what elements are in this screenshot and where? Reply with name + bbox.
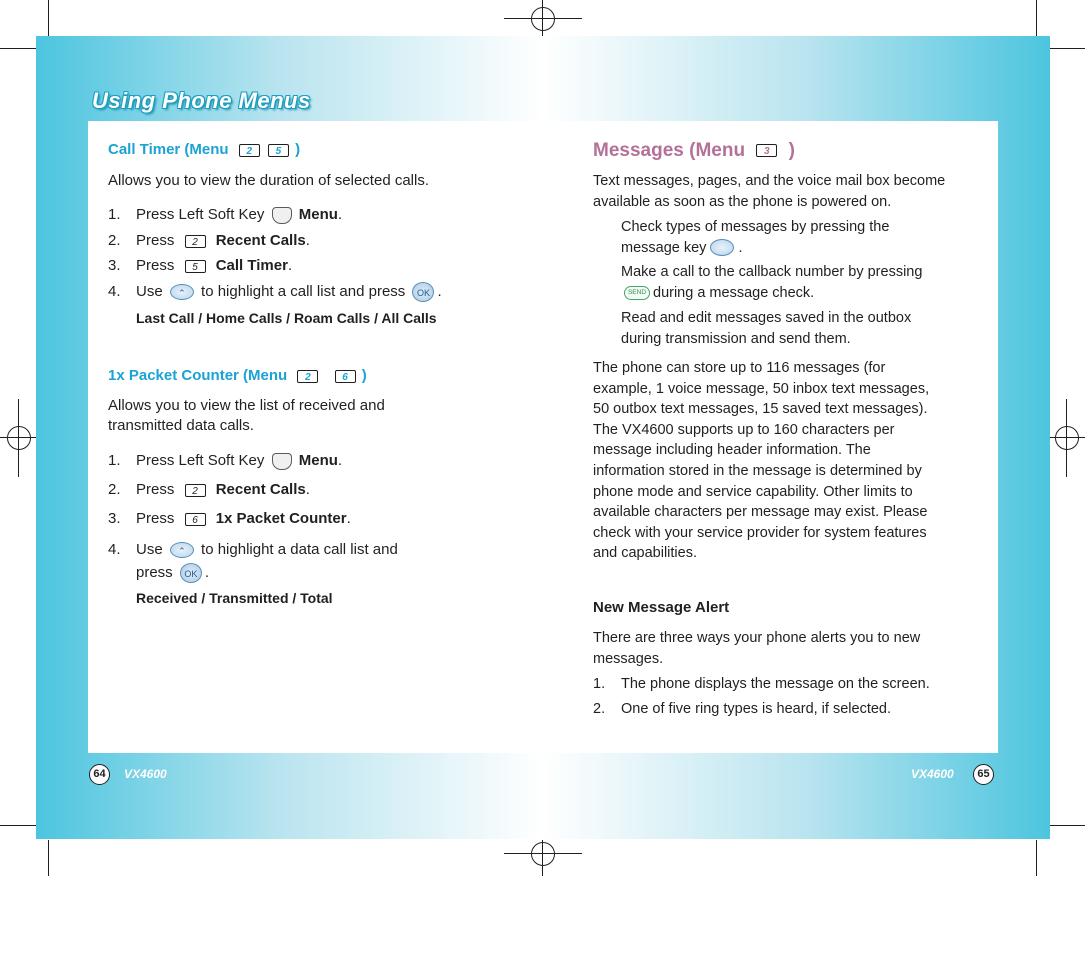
packet-counter-intro: Allows you to view the list of received and transmitted data calls. [108,397,385,434]
page-number-left: 64 [89,764,110,785]
message-key-icon [710,239,734,256]
list-item: 1. Press Left Soft Key Menu. [108,452,343,469]
navigation-key-icon [170,284,194,300]
list-item: 1. Press Left Soft Key Menu. [108,206,343,223]
crop-mark [48,840,49,876]
crop-mark [0,825,36,826]
packet-counter-options: Received / Transmitted / Total [136,590,333,606]
call-timer-heading: Call Timer (Menu 2 5 ) [108,141,301,158]
page-title: Using Phone Menus [92,88,311,113]
ok-key-icon: OK [412,282,434,302]
key-5-icon: 5 [268,144,289,157]
key-3-icon: 3 [756,144,777,157]
list-item: 2. Press 2 Recent Calls. [108,232,310,249]
registration-mark [7,426,31,450]
key-2-icon: 2 [185,235,206,248]
list-item: 3. Press 5 Call Timer. [108,257,293,274]
crop-mark [1036,0,1037,36]
left-soft-key-icon [272,207,292,224]
navigation-key-icon [170,542,194,558]
key-6-icon: 6 [185,513,206,526]
key-2-icon: 2 [185,484,206,497]
model-name-left: VX4600 [124,767,167,781]
new-message-alert-intro: There are three ways your phone alerts you to new messages. [593,630,921,667]
registration-mark [1055,426,1079,450]
list-item: 2. Press 2 Recent Calls. [108,481,310,498]
crop-mark [1049,48,1085,49]
packet-counter-heading: 1x Packet Counter (Menu 2 6 ) [108,367,367,384]
registration-mark [531,7,555,31]
list-item: Read and edit messages saved in the outbox during transmission and send them. [621,310,912,347]
list-item: 4. Use ⌃ to highlight a call list and press OK . [108,282,442,302]
ok-key-icon: OK [180,563,202,583]
list-item: 1. The phone displays the message on the screen. [593,676,930,692]
call-timer-intro: Allows you to view the duration of selected calls. [108,172,429,189]
key-6-icon: 6 [335,370,356,383]
list-item: 3. Press 6 1x Packet Counter. [108,510,351,527]
list-item-continuation: press OK . [136,563,209,583]
list-item: Make a call to the callback number by pressing SEND during a message check. [621,264,923,301]
messages-intro: Text messages, pages, and the voice mail box become available as soon as the phone is powered on. [593,173,946,210]
left-soft-key-icon [272,453,292,470]
key-2-icon: 2 [239,144,260,157]
call-timer-options: Last Call / Home Calls / Roam Calls / All Calls [136,310,437,326]
list-item: Check types of messages by pressing the message key . [621,219,890,256]
page-number-right: 65 [973,764,994,785]
crop-mark [1036,840,1037,876]
model-name-right: VX4600 [911,767,954,781]
messages-heading: Messages (Menu 3 ) [593,140,795,161]
messages-storage-paragraph: The phone can store up to 116 messages (for example, 1 voice message, 50 inbox text messages, 50 outbox text messages, 15 saved text messages). The VX4600 supports up to 160 characters per message including header information. The information stored in the message is determined by phone mode and service capability. Other limits to available characters per message may exist. Please check with your service provider for system features and capabilities. [593,360,930,562]
key-5-icon: 5 [185,260,206,273]
registration-mark [531,842,555,866]
crop-mark [0,48,36,49]
key-2-icon: 2 [297,370,318,383]
list-item: 2. One of five ring types is heard, if selected. [593,701,891,717]
crop-mark [1049,825,1085,826]
new-message-alert-heading: New Message Alert [593,599,730,616]
send-key-icon: SEND [624,286,650,300]
list-item: 4. Use ⌃ to highlight a data call list and [108,540,398,560]
crop-mark [48,0,49,36]
